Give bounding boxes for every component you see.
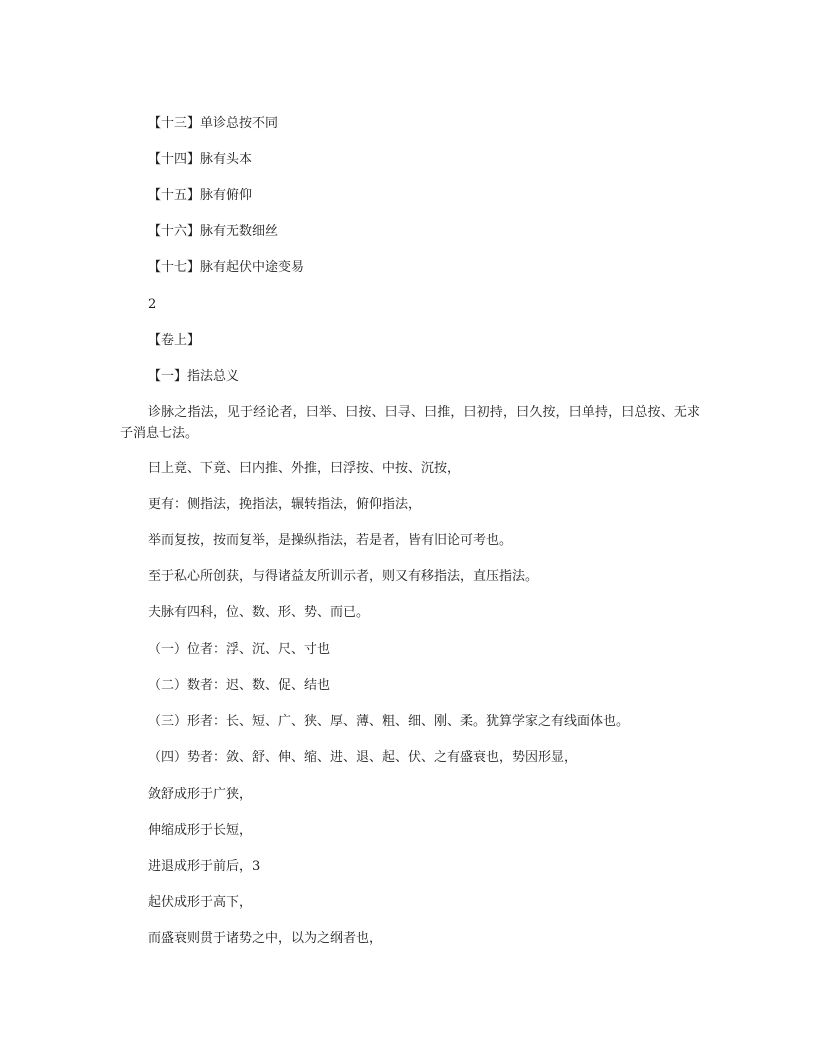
body-line: 进退成形于前后，3: [148, 859, 261, 874]
body-line: 起伏成形于高下，: [148, 895, 253, 910]
toc-item-13: 【十三】单诊总按不同: [148, 116, 279, 131]
body-line: （一）位者：浮、沉、尺、寸也: [148, 642, 331, 657]
body-line: （四）势者：敛、舒、伸、缩、进、退、起、伏、之有盛衰也，势因形显，: [148, 750, 578, 765]
body-line: 举而复按，按而复举，是操纵指法，若是者，皆有旧论可考也。: [148, 533, 513, 548]
toc-item-15: 【十五】脉有俯仰: [148, 188, 253, 203]
body-line: （二）数者：迟、数、促、结也: [148, 678, 331, 693]
body-line: 夫脉有四科，位、数、形、势、而已。: [148, 605, 370, 620]
body-line: 更有：侧指法，挽指法，辗转指法，俯仰指法，: [148, 497, 422, 512]
intro-paragraph: 诊脉之指法，见于经论者，曰举、曰按、曰寻、曰推，曰初持，曰久按，曰单持，曰总按、无求子消息七法。: [120, 405, 700, 441]
body-line: 至于私心所创获，与得诸益友所训示者，则又有移指法，直压指法。: [148, 569, 539, 584]
body-line: 而盛衰则贯于诸势之中，以为之纲者也，: [148, 931, 383, 946]
body-line: 曰上竟、下竟、曰内推、外推，曰浮按、中按、沉按，: [148, 461, 461, 476]
body-line: 敛舒成形于广狭，: [148, 787, 253, 802]
section-heading: 【一】指法总义: [148, 369, 240, 384]
body-line: 伸缩成形于长短，: [148, 823, 253, 838]
toc-item-14: 【十四】脉有头本: [148, 152, 253, 167]
page-number: 2: [148, 297, 157, 312]
toc-item-17: 【十七】脉有起伏中途变易: [148, 260, 305, 275]
volume-heading: 【卷上】: [148, 333, 201, 348]
body-line: （三）形者：长、短、广、狭、厚、薄、粗、细、刚、柔。犹算学家之有线面体也。: [148, 714, 630, 729]
toc-item-16: 【十六】脉有无数细丝: [148, 224, 279, 239]
